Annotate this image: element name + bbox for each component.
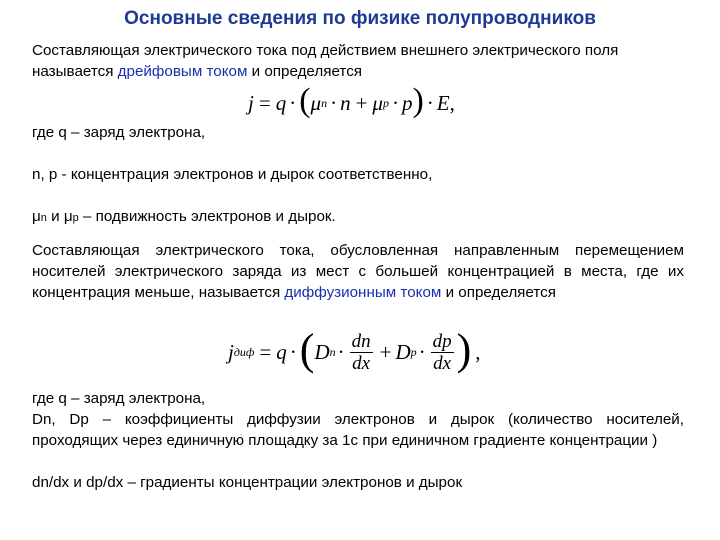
f2-tail: , [475, 339, 481, 364]
f2-frac-dp-dx [431, 331, 454, 374]
f2-lhs-sub: диф [233, 344, 255, 359]
f1-close: ) [412, 82, 424, 119]
mu-prefix: μ [32, 208, 41, 225]
f2-sub-n: n [329, 344, 336, 359]
f1-p: p [401, 90, 413, 115]
def-np: n, p - концентрация электронов и дырок соответственно, [32, 166, 433, 183]
mu-p-sub: p [72, 212, 79, 224]
drift-text-before: Составляющая электрического тока под действием внешнего электрического поля называется [32, 42, 619, 80]
f1-dot-4: · [426, 90, 434, 115]
diffusion-definition [32, 240, 684, 303]
def-gradients: dn/dx и dp/dx – градиенты концентрации электронов и дырок [32, 474, 463, 491]
def-mobility [32, 206, 684, 229]
f2-Dp: D [395, 339, 411, 364]
f2-frac1-num: dn [351, 330, 371, 352]
f1-E: E [436, 90, 450, 115]
f1-dot: · [289, 90, 297, 115]
f1-sub-n: n [321, 95, 328, 110]
f1-mu-p: μ [372, 90, 383, 115]
f1-dot-2: · [330, 90, 338, 115]
f1-mu-n: μ [310, 90, 322, 115]
def-diffusion-coeff: Dn, Dp – коэффициенты диффузии электронов и дырок (количество носителей, проходящих через единичную площадку за 1с при единичном градиенте концентрации ) [32, 411, 684, 449]
f2-frac2-num: dp [432, 330, 452, 352]
f1-tail: , [449, 90, 455, 115]
f2-dot-3: · [418, 339, 426, 364]
f1-n: n [340, 90, 351, 115]
f2-frac2-den: dx [433, 352, 452, 374]
f2-frac1-den: dx [352, 352, 371, 374]
f1-open: ( [299, 82, 311, 119]
f2-dot-2: · [337, 339, 345, 364]
f1-lhs: j [248, 90, 254, 115]
def-q-2: где q – заряд электрона, [32, 390, 206, 407]
f1-q: q [275, 90, 287, 115]
f1-plus: + [355, 90, 368, 115]
def-q-1: где q – заряд электрона, [32, 124, 206, 141]
diffusion-formula [228, 325, 481, 374]
f2-sub-p: p [410, 344, 417, 359]
f1-eq: = [258, 90, 271, 115]
f2-open: ( [299, 325, 315, 374]
diff-text-after: и определяется [441, 284, 556, 301]
f2-frac-dn-dx [350, 331, 373, 374]
drift-highlight: дрейфовым током [117, 63, 248, 80]
drift-formula [248, 82, 455, 120]
diff-text-before: Составляющая электрического тока, обусловленная направленным перемещением носителей электрического заряда из мест с большей концентрацией в места, где их концентрация меньше, называется [32, 242, 684, 301]
f2-dot: · [289, 339, 297, 364]
f2-close: ) [456, 325, 472, 374]
drift-definition [32, 40, 684, 82]
f2-q: q [276, 339, 287, 364]
slide-title: Основные сведения по физике полупроводников [124, 8, 596, 29]
f1-sub-p: p [382, 95, 389, 110]
f1-dot-3: · [391, 90, 399, 115]
drift-text-after: и определяется [247, 63, 363, 80]
mu-n-sub: n [40, 212, 47, 224]
mu-suffix: – подвижность электронов и дырок. [78, 208, 336, 225]
diff-highlight: диффузионным током [284, 284, 442, 301]
f2-eq: = [259, 339, 272, 364]
f2-lhs: j [228, 339, 234, 364]
f2-Dn: D [314, 339, 330, 364]
mu-and: и μ [46, 208, 73, 225]
f2-plus: + [379, 339, 392, 364]
